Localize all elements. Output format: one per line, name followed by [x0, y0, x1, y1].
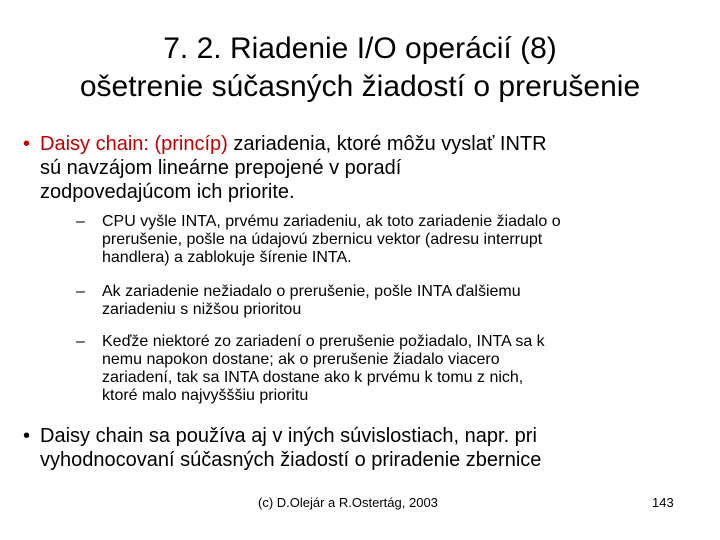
bullet-marker: •: [23, 133, 31, 155]
subitem-marker: –: [76, 283, 85, 300]
subitem-line: handlera) a zablokuje šírenie INTA.: [102, 249, 352, 266]
subitem-line: prerušenie, pošle na údajovú zbernicu vektor (adresu interrupt: [102, 231, 543, 248]
subitem-cpu-inta: [76, 213, 702, 267]
page-number: 143: [652, 495, 674, 510]
subitem-line: zariadeniu s nižšou prioritou: [102, 301, 302, 318]
subitem-line: Keďže niektoré zo zariadení o prerušenie požiadalo, INTA sa k: [102, 333, 545, 350]
bullet-marker: •: [23, 425, 31, 447]
subitem-line: nemu napokon dostane; ak o prerušenie žiadalo viacero: [102, 351, 500, 368]
subitem-inta-reaches: [76, 333, 702, 405]
bullet-daisy-chain-usage: [23, 424, 690, 472]
subitem-line: zariadení, tak sa INTA dostane ako k prvému k tomu z nich,: [102, 369, 524, 386]
subitem-line: CPU vyšle INTA, prvému zariadeniu, ak toto zariadenie žiadalo o: [102, 213, 561, 230]
subitem-marker: –: [76, 213, 85, 230]
slide-title-line2: ošetrenie súčasných žiadostí o prerušenie: [79, 70, 641, 103]
subitem-pass-inta: [76, 283, 702, 319]
bullet-text-line1: zariadenia, ktoré môžu vyslať INTR: [227, 133, 547, 155]
bullet-text-line1: Daisy chain sa používa aj v iných súvislostiach, napr. pri: [40, 425, 537, 447]
subitem-line: ktoré malo najvyšššiu prioritu: [102, 387, 309, 404]
footer-author: (c) D.Olejár a R.Ostertág, 2003: [258, 495, 438, 510]
bullet-text-line2: vyhodnocovaní súčasných žiadostí o priradenie zbernice: [40, 449, 542, 471]
bullet-text-line2: sú navzájom lineárne prepojené v poradí: [40, 157, 402, 179]
bullet-label-principle: Daisy chain: (princíp): [40, 133, 228, 155]
bullet-text-line3: zodpovedajúcom ich priorite.: [40, 181, 295, 203]
subitem-line: Ak zariadenie nežiadalo o prerušenie, pošle INTA ďalšiemu: [102, 283, 521, 300]
slide-title-line1: 7. 2. Riadenie I/O operácií (8): [163, 32, 557, 65]
subitem-marker: –: [76, 333, 85, 350]
slide-title: [0, 30, 720, 106]
bullet-daisy-chain-principle: [23, 132, 690, 204]
